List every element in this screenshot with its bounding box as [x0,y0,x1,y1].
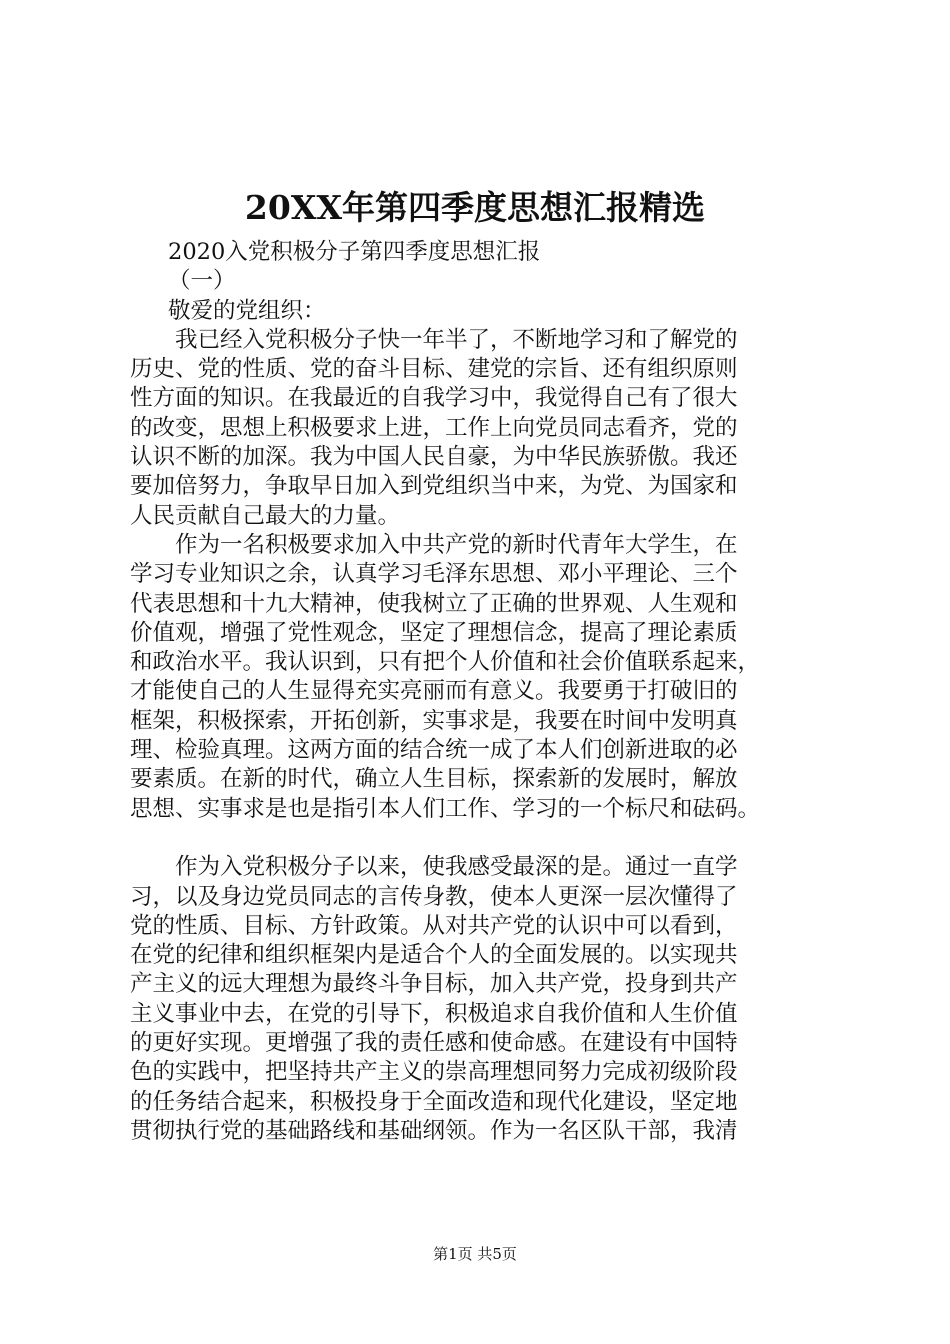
paragraph-line: 认识不断的加深。我为中国人民自豪，为中华民族骄傲。我还 [130,444,738,471]
paragraph-line: 理、检验真理。这两方面的结合统一成了本人们创新进取的必 [130,737,738,764]
paragraph-line: 要素质。在新的时代，确立人生目标，探索新的发展时，解放 [130,766,738,793]
paragraph-line: 的更好实现。更增强了我的责任感和使命感。在建设有中国特 [130,1030,738,1057]
paragraph-line: 学习专业知识之余，认真学习毛泽东思想、邓小平理论、三个 [130,561,738,588]
paragraph-line: 和政治水平。我认识到，只有把个人价值和社会价值联系起来， [130,649,761,676]
paragraph-line: 色的实践中，把坚持共产主义的崇高理想同努力完成初级阶段 [130,1059,738,1086]
page-footer: 第1页 共5页 [433,1245,517,1263]
paragraph-line: 作为一名积极要求加入中共产党的新时代青年大学生，在 [175,531,738,558]
paragraph-line: 框架，积极探索，开拓创新，实事求是，我要在时间中发明真 [130,707,738,734]
paragraph-2 [130,531,830,824]
paragraph-line: 贯彻执行党的基础路线和基础纲领。作为一名区队干部，我清 [130,1117,738,1144]
paragraph-line: 作为入党积极分子以来，使我感受最深的是。通过一直学 [175,854,738,881]
paragraph-line: 我已经入党积极分子快一年半了，不断地学习和了解党的 [175,326,738,353]
paragraph-line: 产主义的远大理想为最终斗争目标，加入共产党，投身到共产 [130,971,738,998]
paragraph-line: 人民贡献自己最大的力量。 [130,502,401,529]
paragraph-line: 性方面的知识。在我最近的自我学习中，我觉得自己有了很大 [130,385,738,412]
paragraph-line: 的任务结合起来，积极投身于全面改造和现代化建设，坚定地 [130,1088,738,1115]
paragraph-1 [130,326,830,531]
document-subtitle: 2020入党积极分子第四季度思想汇报 [168,239,541,265]
paragraph-line: 党的性质、目标、方针政策。从对共产党的认识中可以看到， [130,912,738,939]
section-number: （一） [168,268,236,295]
paragraph-line: 价值观，增强了党性观念，坚定了理想信念，提高了理论素质 [130,619,738,646]
paragraph-3 [130,853,830,1146]
paragraph-line: 思想、实事求是也是指引本人们工作、学习的一个标尺和砝码。 [130,795,761,822]
paragraph-line: 要加倍努力，争取早日加入到党组织当中来，为党、为国家和 [130,473,738,500]
paragraph-line: 主义事业中去，在党的引导下，积极追求自我价值和人生价值 [130,1000,738,1027]
document-title: 20XX年第四季度思想汇报精选 [244,188,706,227]
paragraph-line: 的改变，思想上积极要求上进，工作上向党员同志看齐，党的 [130,414,738,441]
paragraph-line: 在党的纪律和组织框架内是适合个人的全面发展的。以实现共 [130,942,738,969]
document-body [130,238,830,1146]
paragraph-line: 习，以及身边党员同志的言传身教，使本人更深一层次懂得了 [130,883,738,910]
blank-line [130,824,830,853]
paragraph-line: 历史、党的性质、党的奋斗目标、建党的宗旨、还有组织原则 [130,356,738,383]
salutation: 敬爱的党组织： [168,297,326,324]
paragraph-line: 才能使自己的人生显得充实亮丽而有意义。我要勇于打破旧的 [130,678,738,705]
paragraph-line: 代表思想和十九大精神，使我树立了正确的世界观、人生观和 [130,590,738,617]
